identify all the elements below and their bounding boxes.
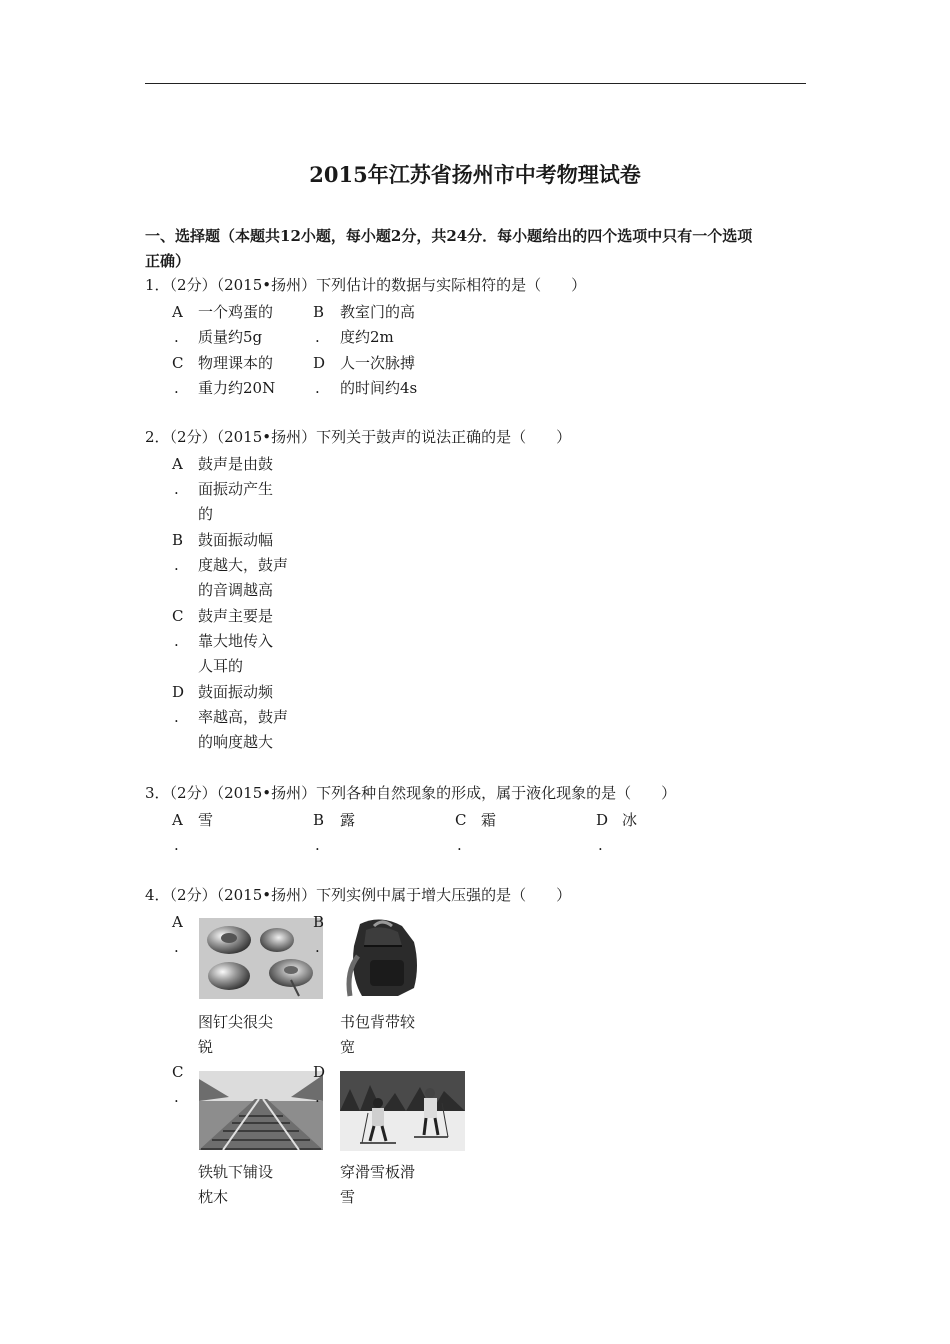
- option-text-line1: 露: [340, 811, 356, 829]
- option-letter: B: [313, 913, 325, 931]
- question-1-stem: 1．（2分）（2015•扬州）下列估计的数据与实际相符的是（ ）: [145, 276, 587, 294]
- option-letter: D: [172, 683, 185, 701]
- option-text-line3: 的: [198, 505, 214, 523]
- option-text-line2: 靠大地传入: [198, 632, 274, 650]
- option-dot: .: [315, 328, 320, 346]
- option-dot: .: [457, 836, 462, 854]
- option-text-line1: 鼓声主要是: [198, 607, 274, 625]
- option-letter: B: [313, 303, 325, 321]
- option-letter: D: [313, 354, 326, 372]
- option-text-line2: 率越高，鼓声: [198, 708, 289, 726]
- option-letter: D: [313, 1063, 326, 1081]
- option-text-line3: 的音调越高: [198, 581, 274, 599]
- question-4-stem: 4．（2分）（2015•扬州）下列实例中属于增大压强的是（ ）: [145, 886, 572, 904]
- section-heading-line2: 正确）: [145, 252, 191, 270]
- option-text-line2: 锐: [198, 1038, 214, 1056]
- option-text-line3: 的响度越大: [198, 733, 274, 751]
- option-text-line1: 鼓声是由鼓: [198, 455, 274, 473]
- option-text-line1: 物理课本的: [198, 354, 274, 372]
- option-letter: B: [313, 811, 325, 829]
- option-letter: A: [172, 811, 183, 829]
- option-dot: .: [174, 938, 179, 956]
- section-heading-line1: 一、选择题（本题共12小题，每小题2分，共24分．每小题给出的四个选项中只有一个选项: [145, 227, 753, 245]
- option-text-line1: 书包背带较: [340, 1013, 416, 1031]
- option-text-line2: 的时间约4s: [340, 379, 418, 397]
- option-text-line1: 鼓面振动频: [198, 683, 274, 701]
- option-letter: C: [172, 1063, 184, 1081]
- option-text-line2: 重力约20N: [198, 379, 276, 397]
- question-2-stem: 2．（2分）（2015•扬州）下列关于鼓声的说法正确的是（ ）: [145, 428, 572, 446]
- option-letter: B: [172, 531, 184, 549]
- option-dot: .: [315, 379, 320, 397]
- option-text-line2: 度约2m: [340, 328, 394, 346]
- option-text-line1: 一个鸡蛋的: [198, 303, 274, 321]
- option-text-line1: 霜: [481, 811, 497, 829]
- option-dot: .: [315, 938, 320, 956]
- option-text-line2: 面振动产生: [198, 480, 274, 498]
- backpack-photo: [340, 916, 425, 1002]
- option-dot: .: [174, 1088, 179, 1106]
- option-letter: C: [455, 811, 467, 829]
- option-letter: A: [172, 303, 183, 321]
- option-text-line1: 冰: [622, 811, 638, 829]
- page-title: 2015年江苏省扬州市中考物理试卷: [309, 162, 641, 187]
- skiing-photo: [340, 1071, 465, 1151]
- option-dot: .: [174, 708, 179, 726]
- option-text-line1: 教室门的高: [340, 303, 416, 321]
- option-dot: .: [174, 632, 179, 650]
- question-3-stem: 3．（2分）（2015•扬州）下列各种自然现象的形成，属于液化现象的是（ ）: [145, 784, 677, 802]
- option-text-line2: 雪: [340, 1188, 356, 1206]
- option-text-line1: 人一次脉搏: [340, 354, 416, 372]
- option-letter: D: [596, 811, 609, 829]
- option-dot: .: [315, 1088, 320, 1106]
- option-dot: .: [174, 328, 179, 346]
- header-rule: [145, 83, 806, 84]
- option-dot: .: [174, 480, 179, 498]
- option-text-line1: 穿滑雪板滑: [340, 1163, 416, 1181]
- option-text-line2: 质量约5g: [198, 328, 263, 346]
- option-text-line2: 度越大，鼓声: [198, 556, 289, 574]
- thumbtacks-photo: [199, 918, 323, 999]
- option-dot: .: [315, 836, 320, 854]
- option-text-line1: 铁轨下铺设: [198, 1163, 274, 1181]
- option-text-line1: 鼓面振动幅: [198, 531, 274, 549]
- option-letter: A: [172, 913, 183, 931]
- option-text-line3: 人耳的: [198, 657, 244, 675]
- option-letter: C: [172, 354, 184, 372]
- option-text-line1: 图钉尖很尖: [198, 1013, 274, 1031]
- option-text-line2: 宽: [340, 1038, 356, 1056]
- option-text-line1: 雪: [198, 811, 214, 829]
- railway-photo: [199, 1071, 323, 1150]
- option-text-line2: 枕木: [198, 1188, 229, 1206]
- option-dot: .: [174, 836, 179, 854]
- option-dot: .: [174, 556, 179, 574]
- option-dot: .: [174, 379, 179, 397]
- option-dot: .: [598, 836, 603, 854]
- option-letter: A: [172, 455, 183, 473]
- option-letter: C: [172, 607, 184, 625]
